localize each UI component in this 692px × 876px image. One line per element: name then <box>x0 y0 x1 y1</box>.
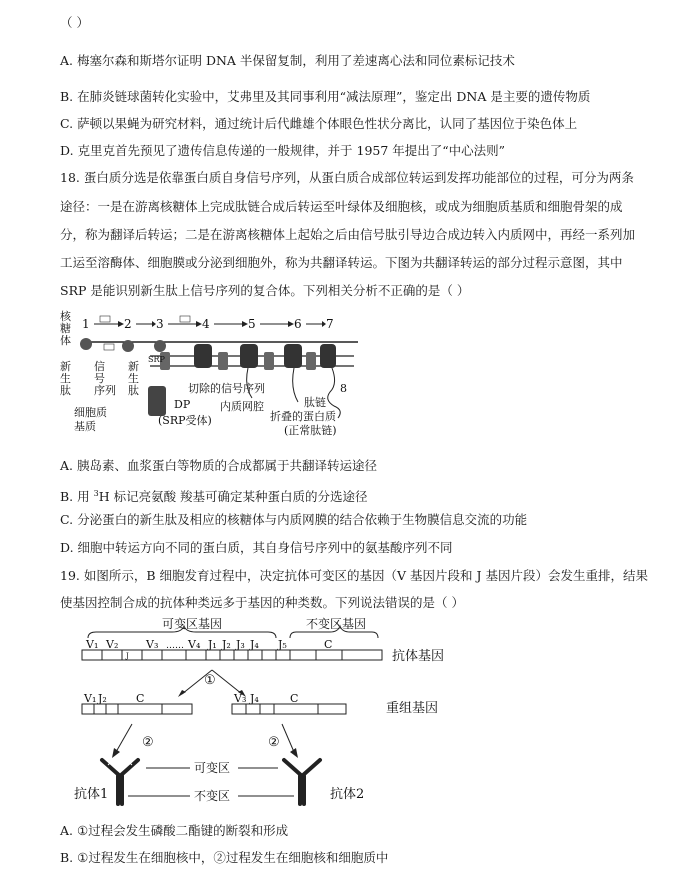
bound-ribosome-6 <box>284 344 302 368</box>
label-nascent-peptide-1: 新生肽 <box>60 360 71 397</box>
label-er-lumen: 内质网腔 <box>220 400 264 413</box>
seg-ellipsis: …… <box>166 641 184 651</box>
label-ribosome: 核糖体 <box>60 310 71 347</box>
ribosome-step1 <box>80 338 92 350</box>
srp-receptor <box>148 386 166 416</box>
seg-j4: J₄ <box>250 638 259 651</box>
label-srp: SRP <box>148 355 165 364</box>
q19-stem-text-1: 如图所示，B 细胞发育过程中，决定抗体可变区的基因（V 基因片段和 J 基因片段）会发生重排，结果 <box>83 568 648 583</box>
right-seg-c: C <box>290 692 299 705</box>
srp-tag-3 <box>180 316 190 322</box>
q18-stem-line-2: 途径：一是在游离核糖体上完成肽链合成后转运至叶绿体及细胞核，或成为细胞质基质和细胞骨架的成 <box>60 199 623 214</box>
seg-v2: V₂ <box>106 638 119 651</box>
srp-tag-2 <box>104 344 114 350</box>
left-seg-c: C <box>136 692 145 705</box>
q18-option-b-post: H 标记亮氨酸 羧基可确定某种蛋白质的分选途径 <box>98 489 368 505</box>
ribosome-step3 <box>154 340 166 352</box>
label-constant-region-gene: 不变区基因 <box>306 617 367 631</box>
step-5-label: 5 <box>248 317 256 331</box>
label-antibody-1: 抗体1 <box>74 787 109 802</box>
bound-ribosome-4 <box>194 344 212 368</box>
label-dp: DP <box>174 398 191 411</box>
label-normal-peptide: (正常肽链) <box>284 424 337 437</box>
q18-stem-line-3: 分，称为翻译后转运；二是在游离核糖体上起始之后由信号肽引导边合成边转入内质网中，再经一系列加 <box>60 227 636 242</box>
step-1-circle: ① <box>204 673 216 688</box>
q17-option-d: D. 克里克首先预见了遗传信息传递的一般规律，并于 1957 年提出了“中心法则” <box>60 143 506 158</box>
seg-j5: J₅ <box>278 638 287 651</box>
step-2-left: ② <box>142 735 154 750</box>
right-seg-v3: V₃ <box>234 692 247 705</box>
q18-stem-line-4: 工运至溶酶体、细胞膜或分泌到细胞外，称为共翻译转运。下图为共翻译转运的部分过程示意图，其中 <box>60 255 623 270</box>
left-seg-v1: V₁ <box>84 692 97 705</box>
bound-ribosome-5 <box>240 344 258 368</box>
left-recombined-bar <box>82 704 192 714</box>
q17-paren: （ ） <box>60 15 89 30</box>
label-srp-receptor: (SRP受体) <box>158 414 212 427</box>
label-variable-region: 可变区 <box>194 761 231 775</box>
seg-v1: V₁ <box>86 638 99 651</box>
q18-stem-text-1: 蛋白质分选是依靠蛋白质自身信号序列，从蛋白质合成部位转运到发挥功能部位的过程，可分为两条 <box>83 170 634 185</box>
q19-stem-line-2: 使基因控制合成的抗体种类远多于基因的种类数。下列说法错误的是（ ） <box>60 595 464 610</box>
seg-j2: J₂ <box>222 638 231 651</box>
srp-tag-1 <box>100 316 110 322</box>
q19-option-b: B. ①过程发生在细胞核中，②过程发生在细胞核和细胞质中 <box>60 850 389 865</box>
step-6-label: 6 <box>294 317 302 331</box>
label-cytoplasm-matrix: 细胞质基质 <box>74 406 107 433</box>
right-seg-j4: J₄ <box>250 692 259 705</box>
q18-number: 18. <box>60 170 80 185</box>
label-folded-protein: 折叠的蛋白质 <box>270 410 336 423</box>
q17-option-c: C. 萨顿以果蝇为研究材料，通过统计后代雌雄个体眼色性状分离比，认同了基因位于染色体上 <box>60 116 578 131</box>
q18-option-d: D. 细胞中转运方向不同的蛋白质，其自身信号序列中的氨基酸序列不同 <box>60 540 453 555</box>
right-recombined-bar <box>232 704 346 714</box>
label-recombined-gene: 重组基因 <box>386 701 439 716</box>
seg-j3: J₃ <box>236 638 245 651</box>
label-antibody-gene: 抗体基因 <box>392 649 445 664</box>
label-nascent-peptide-2: 新生肽 <box>128 360 139 397</box>
label-cleaved-signal: 切除的信号序列 <box>188 382 265 395</box>
antibody-gene-recombination-diagram <box>72 612 472 812</box>
step-4-label: 4 <box>202 317 210 331</box>
label-signal-sequence: 信号序列 <box>94 360 116 397</box>
label-antibody-2: 抗体2 <box>330 787 365 802</box>
label-peptide-chain: 肽链 <box>304 396 326 409</box>
step-3-label: 3 <box>156 317 164 331</box>
seg-c: C <box>324 638 333 651</box>
q19-stem-line-1 <box>60 567 648 585</box>
label-constant-region: 不变区 <box>194 789 231 803</box>
antibody-2-shape <box>284 760 320 804</box>
q18-stem-line-5: SRP 是能识别新生肽上信号序列的复合体。下列相关分析不正确的是（ ） <box>60 283 470 298</box>
step-8-label: 8 <box>340 382 347 395</box>
q19-number: 19. <box>60 568 80 583</box>
left-seg-j2: J₂ <box>98 692 107 705</box>
bound-ribosome-7 <box>320 344 336 368</box>
label-variable-region-gene: 可变区基因 <box>162 617 223 631</box>
q18-option-b-sup: 3 <box>93 489 99 498</box>
cotranslational-transport-diagram <box>58 306 368 446</box>
ribosome-step2 <box>122 340 134 352</box>
seg-v4: V₄ <box>188 638 201 651</box>
step-2-right: ② <box>268 735 280 750</box>
q19-option-a: A. ①过程会发生磷酸二酯键的断裂和形成 <box>60 823 289 838</box>
step-7-label: 7 <box>326 317 334 331</box>
q18-option-a: A. 胰岛素、血浆蛋白等物质的合成都属于共翻译转运途径 <box>60 458 377 473</box>
q17-option-a: A. 梅塞尔森和斯塔尔证明 DNA 半保留复制，利用了差速离心法和同位素标记技术 <box>60 53 515 68</box>
q18-option-b <box>60 485 368 506</box>
seg-v3: V₃ <box>146 638 159 651</box>
step-2-label: 2 <box>124 317 132 331</box>
q18-option-b-pre: B. 用 <box>60 489 94 505</box>
seg-j1: J₁ <box>208 638 217 651</box>
q17-option-b: B. 在肺炎链球菌转化实验中，艾弗里及其同事利用“减法原理”，鉴定出 DNA 是主要的遗传物质 <box>60 89 591 104</box>
q18-option-c: C. 分泌蛋白的新生肽及相应的核糖体与内质网膜的结合依赖于生物膜信息交流的功能 <box>60 512 528 527</box>
step-1-label: 1 <box>82 317 90 331</box>
q18-stem-line-1 <box>60 169 634 187</box>
seg-j: J <box>126 652 129 660</box>
